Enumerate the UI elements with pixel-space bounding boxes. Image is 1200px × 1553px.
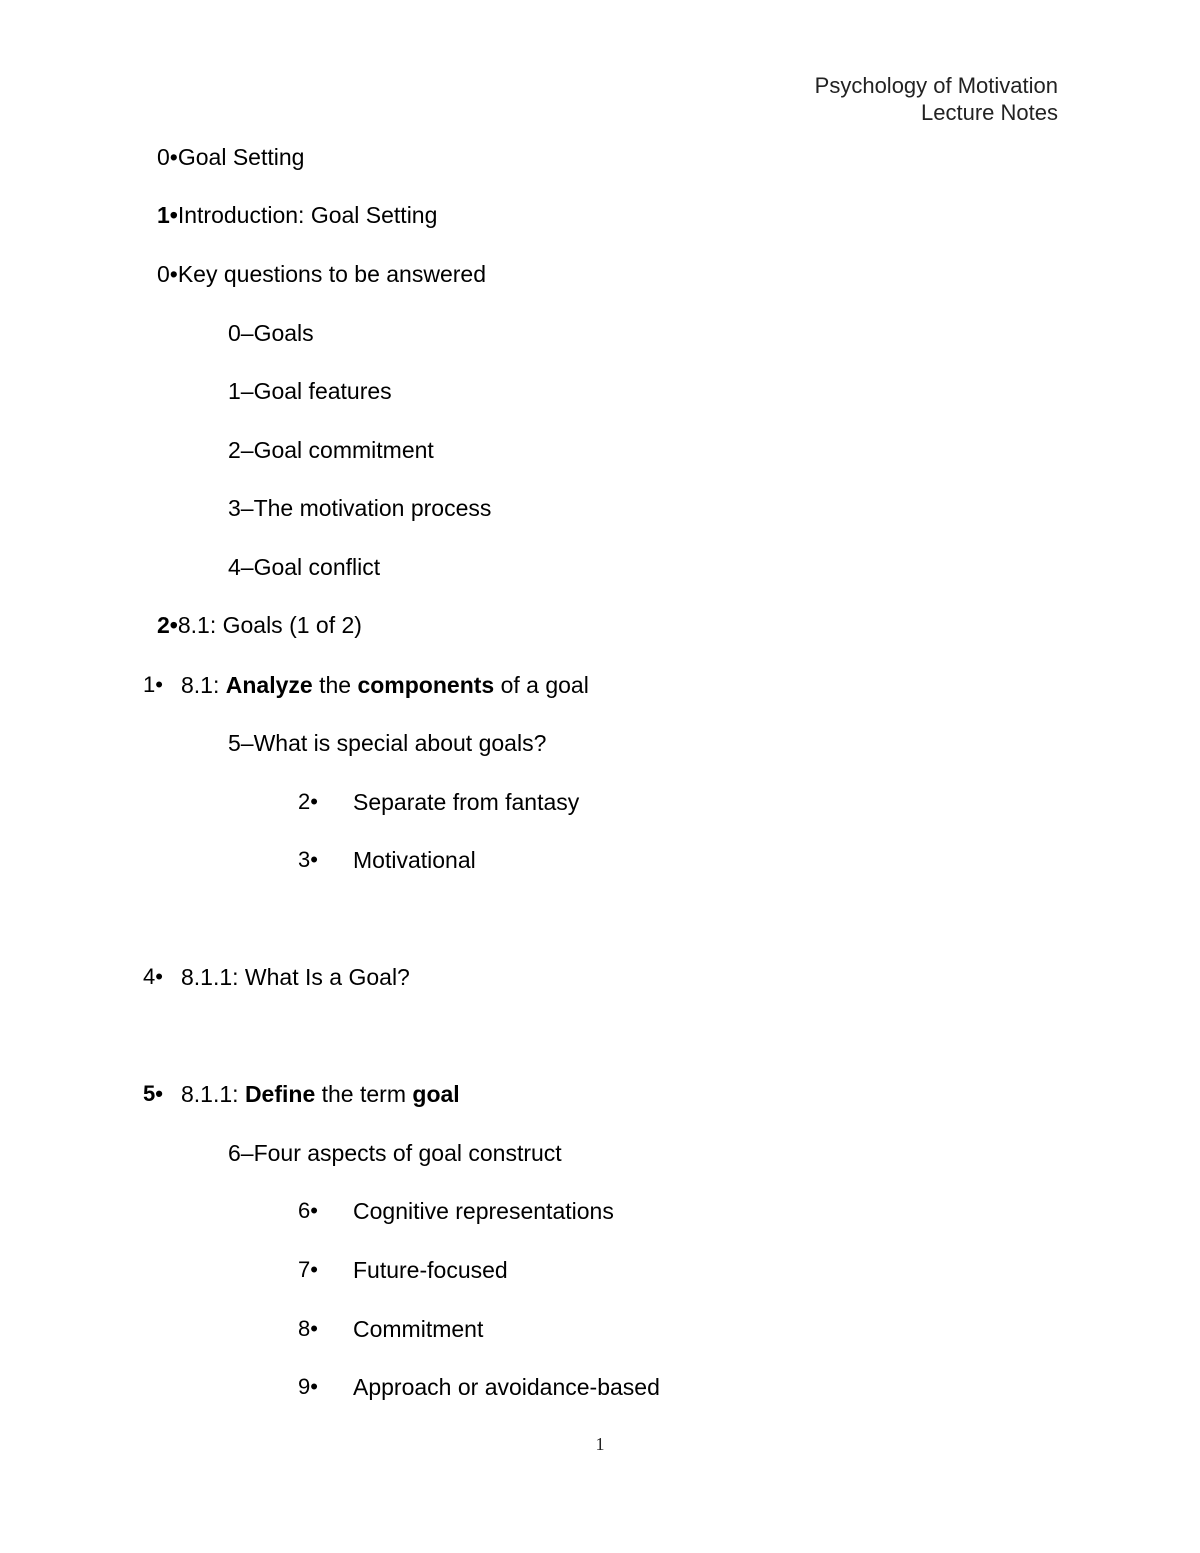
item-marker: 1• [143,672,163,697]
document-header [815,72,1058,126]
text-run: of a goal [494,672,589,698]
item-marker: 3• [298,847,318,872]
outline-subitem-motivation-process: 3–The motivation process [228,495,492,521]
outline-subsubitem-commitment: Commitment [353,1316,484,1342]
item-marker: 6• [298,1198,318,1223]
outline-subitem-goal-features: 1–Goal features [228,378,392,404]
page-number: 1 [595,1434,605,1454]
item-marker: 1• [157,202,178,228]
item-marker: 2• [298,789,318,814]
item-marker: 2• [157,612,178,638]
item-marker: 5• [143,1081,163,1106]
text-run: the [312,672,358,698]
outline-item-analyze-components [181,671,589,699]
item-marker: 4• [143,964,163,989]
text-run-bold: goal [412,1081,460,1107]
item-marker: 7• [298,1257,318,1282]
text-run-bold: components [357,672,495,698]
item-marker: 0• [157,261,178,287]
outline-subsubitem-fantasy: Separate from fantasy [353,789,580,815]
outline-item-goals-1-of-2 [157,611,362,639]
outline-item-introduction [157,201,437,229]
outline-item-what-is-goal: 8.1.1: What Is a Goal? [181,964,410,990]
outline-subsubitem-motivational: Motivational [353,847,476,873]
doc-subtitle: Lecture Notes [921,100,1058,125]
text-run: the term [315,1081,413,1107]
text-run: 8.1.1: [181,1081,245,1107]
text-run: 8.1: [181,672,226,698]
text-run-bold: Define [244,1081,316,1107]
item-marker: 9• [298,1374,318,1399]
outline-item-define-goal [181,1080,460,1108]
outline-item-key-questions [157,260,486,288]
item-marker: 0• [157,144,178,170]
item-text: 8.1: Goals (1 of 2) [177,612,362,638]
outline-subitem-goal-conflict: 4–Goal conflict [228,554,381,580]
text-run-bold: Analyze [225,672,313,698]
outline-subsubitem-approach: Approach or avoidance-based [353,1374,660,1400]
outline-subsubitem-future: Future-focused [353,1257,508,1283]
item-text: Goal Setting [177,144,305,170]
outline-subsubitem-cognitive: Cognitive representations [353,1198,614,1224]
course-title: Psychology of Motivation [814,73,1058,98]
outline-subitem-special-goals: 5–What is special about goals? [228,730,547,756]
item-text: Introduction: Goal Setting [177,202,438,228]
outline-subitem-goals: 0–Goals [228,320,314,346]
outline-subitem-goal-commitment: 2–Goal commitment [228,437,434,463]
item-marker: 8• [298,1316,318,1341]
outline-item-goal-setting [157,143,304,171]
item-text: Key questions to be answered [177,261,486,287]
outline-subitem-four-aspects: 6–Four aspects of goal construct [228,1140,562,1166]
